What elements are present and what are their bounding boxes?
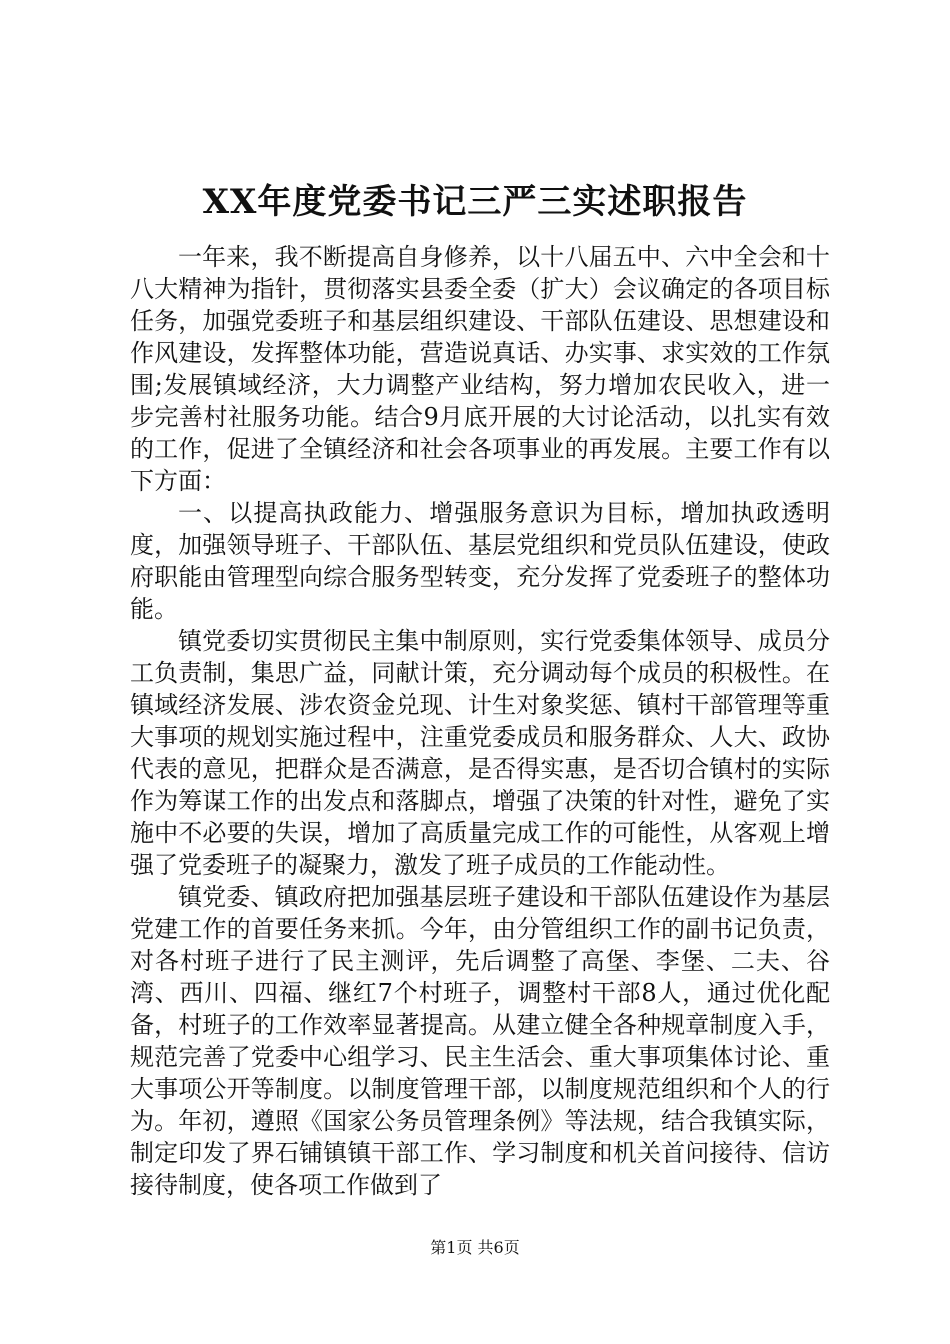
document-title: XX年度党委书记三严三实述职报告: [202, 182, 748, 222]
document-body: [130, 241, 830, 1201]
paragraph-democratic-centralism: 镇党委切实贯彻民主集中制原则，实行党委集体领导、成员分工负责制，集思广益，同献计策，充分调动每个成员的积极性。在镇域经济发展、涉农资金兑现、计生对象奖惩、镇村干部管理等重大事项的规划实施过程中，注重党委成员和服务群众、人大、政协代表的意见，把群众是否满意，是否得实惠，是否切合镇村的实际作为筹谋工作的出发点和落脚点，增强了决策的针对性，避免了实施中不必要的失误，增加了高质量完成工作的可能性，从客观上增强了党委班子的凝聚力，激发了班子成员的工作能动性。: [130, 627, 830, 879]
paragraph-section-one: 一、以提高执政能力、增强服务意识为目标，增加执政透明度，加强领导班子、干部队伍、基层党组织和党员队伍建设，使政府职能由管理型向综合服务型转变，充分发挥了党委班子的整体功能。: [130, 499, 830, 623]
paragraph-grassroots-building: 镇党委、镇政府把加强基层班子建设和干部队伍建设作为基层党建工作的首要任务来抓。今年，由分管组织工作的副书记负责，对各村班子进行了民主测评，先后调整了高堡、李堡、二夫、谷湾、西川、四福、继红7个村班子，调整村干部8人，通过优化配备，村班子的工作效率显著提高。从建立健全各种规章制度入手，规范完善了党委中心组学习、民主生活会、重大事项集体讨论、重大事项公开等制度。以制度管理干部，以制度规范组织和个人的行为。年初，遵照《国家公务员管理条例》等法规，结合我镇实际，制定印发了界石铺镇镇干部工作、学习制度和机关首问接待、信访接待制度，使各项工作做到了: [130, 883, 830, 1199]
page-number-footer: 第1页 共6页: [430, 1238, 520, 1257]
paragraph-intro: 一年来，我不断提高自身修养，以十八届五中、六中全会和十八大精神为指针，贯彻落实县委全委（扩大）会议确定的各项目标任务，加强党委班子和基层组织建设、干部队伍建设、思想建设和作风建设，发挥整体功能，营造说真话、办实事、求实效的工作氛围;发展镇域经济，大力调整产业结构，努力增加农民收入，进一步完善村社服务功能。结合9月底开展的大讨论活动，以扎实有效的工作，促进了全镇经济和社会各项事业的再发展。主要工作有以下方面：: [130, 243, 830, 495]
